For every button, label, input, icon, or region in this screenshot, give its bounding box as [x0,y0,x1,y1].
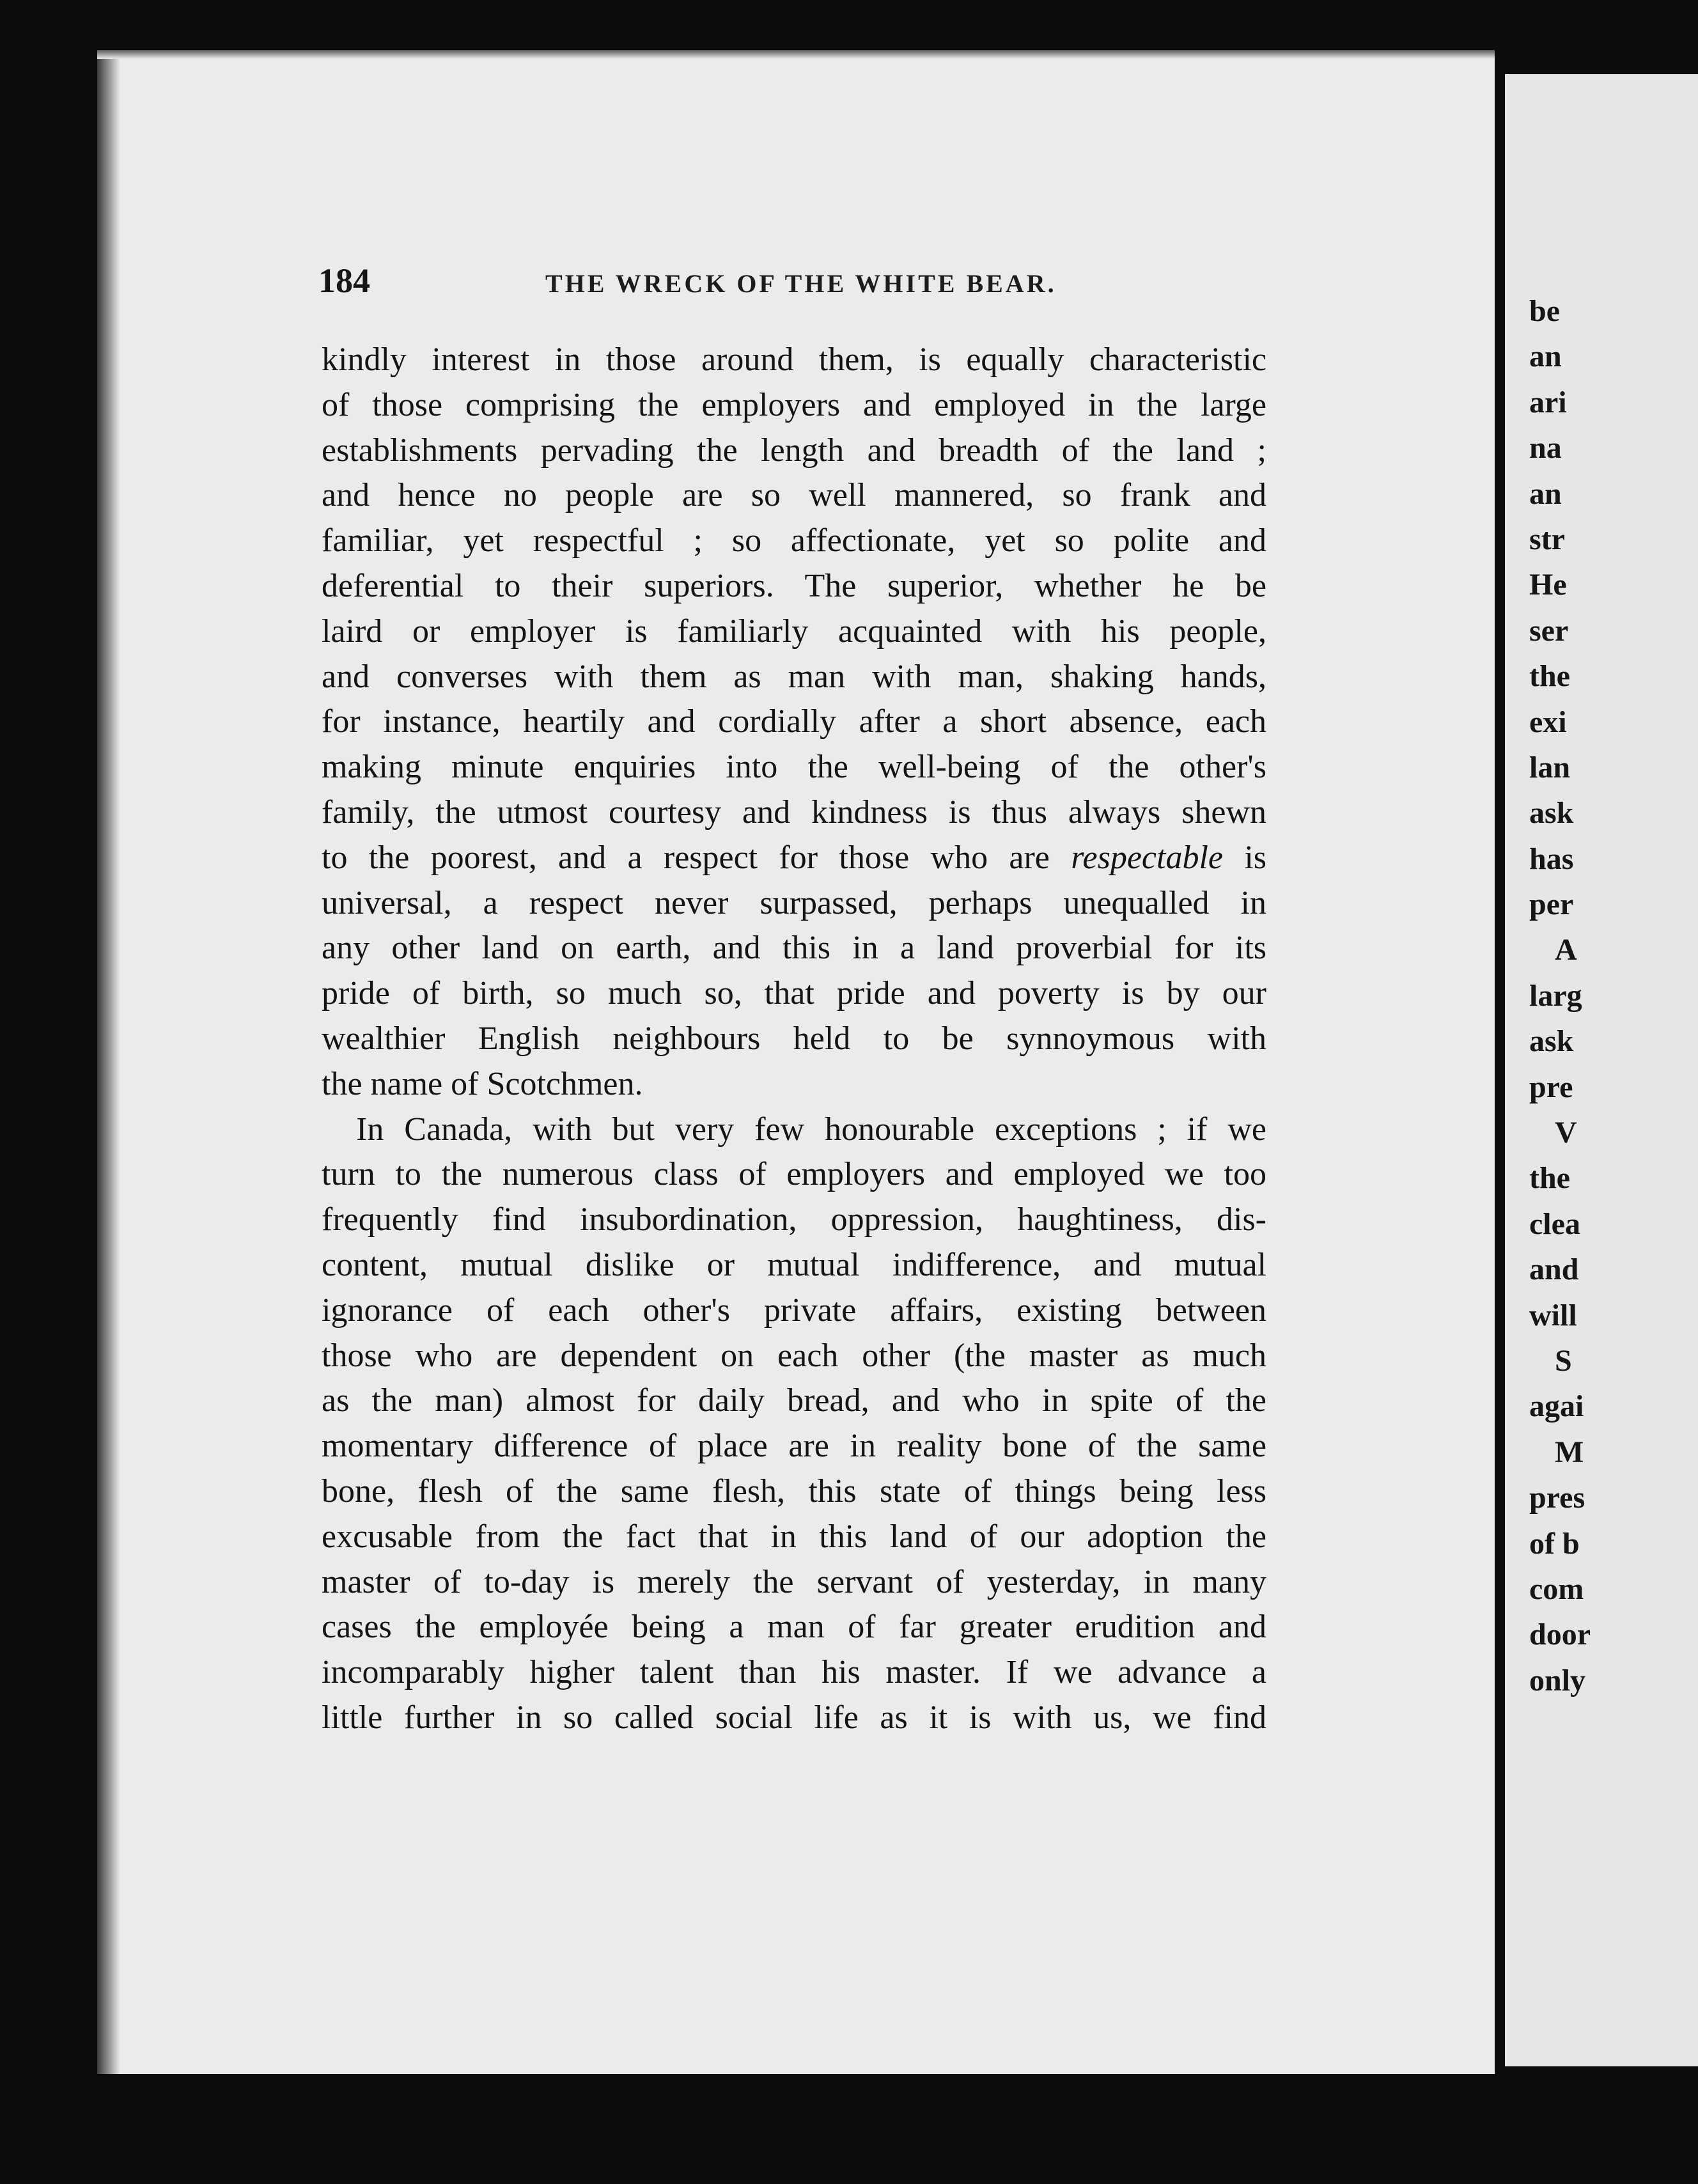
right-page-text-fragments [1529,288,1591,1703]
page-gutter-shadow [97,50,120,2074]
text-fragment: per [1529,887,1574,922]
running-head [318,261,1405,325]
text-line: and converses with them as man with man, shaking hands, [322,658,1266,695]
text-line: as the man) almost for daily bread, and who in spite of the [322,1382,1266,1419]
text-line: to the poorest, and a respect for those who are respectable is [322,839,1267,876]
text-fragment: S [1555,1343,1572,1378]
text-fragment: pre [1529,1070,1573,1104]
running-title: THE WRECK OF THE WHITE BEAR. [545,269,1057,298]
text-fragment: will [1529,1298,1577,1332]
text-fragment: door [1529,1618,1591,1652]
text-fragment: He [1529,568,1567,602]
text-line: excusable from the fact that in this land of our adoption the [322,1518,1266,1555]
italic-word: respectable [1071,839,1223,876]
text-fragment: M [1555,1435,1584,1469]
text-fragment: na [1529,431,1562,465]
text-line: familiar, yet respectful ; so affectionate, yet so polite and [322,522,1266,559]
right-book-page [1505,74,1698,2066]
text-line: deferential to their superiors. The superior, whether he be [322,567,1266,604]
text-fragment: str [1529,522,1565,556]
text-fragment: agai [1529,1389,1584,1424]
text-fragment: A [1555,933,1577,967]
text-line: master of to-day is merely the servant of yesterday, in many [322,1563,1266,1600]
text-line: of those comprising the employers and employed in the large [322,386,1266,423]
body-text [322,338,1266,1741]
text-line: any other land on earth, and this in a land proverbial for its [322,930,1266,967]
text-line: turn to the numerous class of employers and employed we too [322,1156,1266,1193]
text-line: wealthier English neighbours held to be synnoymous with [322,1020,1266,1057]
text-fragment: an [1529,476,1562,511]
text-line: establishments pervading the length and breadth of the land ; [322,432,1266,469]
text-fragment: larg [1529,978,1582,1013]
text-fragment: exi [1529,705,1567,739]
text-line: incomparably higher talent than his master. If we advance a [322,1654,1266,1691]
text-line: laird or employer is familiarly acquainted with his people, [322,612,1266,650]
text-line: family, the utmost courtesy and kindness is thus always shewn [322,793,1266,831]
text-fragment: pres [1529,1481,1585,1515]
text-fragment: the [1529,1161,1570,1196]
text-line: bone, flesh of the same flesh, this state of things being less [322,1472,1266,1509]
text-fragment: ask [1529,1024,1574,1059]
text-fragment: clea [1529,1206,1580,1241]
text-fragment: be [1529,294,1560,328]
text-line: kindly interest in those around them, is equally characteristic [322,341,1266,378]
text-line: for instance, heartily and cordially after a short absence, each [322,703,1266,740]
text-fragment: ask [1529,796,1574,831]
text-fragment: ari [1529,385,1567,419]
text-fragment: V [1555,1116,1577,1150]
text-line: those who are dependent on each other (the master as much [322,1337,1266,1374]
text-line: universal, a respect never surpassed, perhaps unequalled in [322,884,1266,921]
text-line: the name of Scotchmen. [322,1065,643,1102]
text-line: pride of birth, so much so, that pride and poverty is by our [322,975,1266,1012]
text-fragment: the [1529,659,1570,694]
text-fragment: com [1529,1572,1584,1606]
text-line: momentary difference of place are in reality bone of the same [322,1428,1266,1465]
text-fragment: an [1529,339,1562,374]
page-number: 184 [318,261,370,300]
text-fragment: of b [1529,1526,1580,1561]
text-fragment: only [1529,1663,1586,1697]
text-fragment: ser [1529,613,1569,648]
text-line: cases the employée being a man of far greater erudition and [322,1609,1266,1646]
page-top-edge [97,50,1495,59]
text-line: In Canada, with but very few honourable exceptions ; if we [356,1111,1266,1148]
text-line: content, mutual dislike or mutual indifference, and mutual [322,1246,1266,1283]
text-fragment: lan [1529,750,1571,784]
text-fragment: and [1529,1252,1579,1287]
scan-border-left [0,0,97,2184]
text-fragment: has [1529,841,1574,876]
text-line: ignorance of each other's private affairs, existing between [322,1291,1266,1329]
text-line: little further in so called social life as it is with us, we find [322,1699,1266,1736]
text-line: frequently find insubordination, oppression, haughtiness, dis- [322,1201,1266,1238]
text-line: and hence no people are so well mannered, so frank and [322,477,1266,514]
text-line: making minute enquiries into the well-being of the other's [322,749,1266,786]
